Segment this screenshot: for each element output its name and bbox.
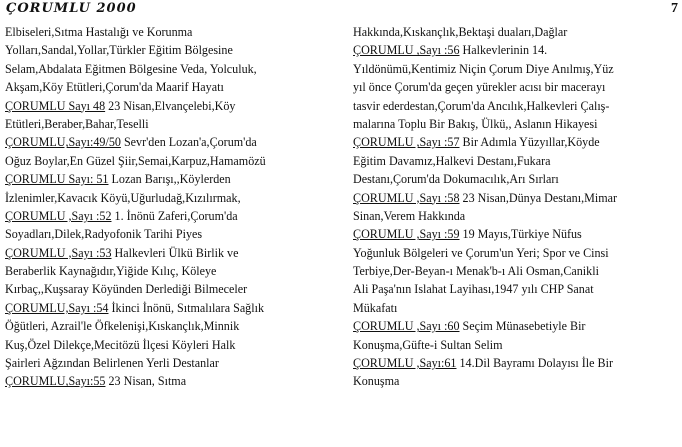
text-line: [5, 97, 339, 115]
line-text: yıl önce Çorum'da geçen yürekler acısı bir macerayı: [353, 80, 606, 95]
text-line: [353, 97, 679, 115]
line-text: Yolları,Sandal,Yollar,Türkler Eğitim Bölgesine: [5, 43, 233, 58]
text-line: [353, 354, 679, 372]
issue-reference: ÇORUMLU ,Sayı :59: [353, 227, 460, 242]
line-text: Kırbaç,,Kuşsaray Köyünden Derlediği Bilmeceler: [5, 282, 248, 297]
text-line: [5, 280, 339, 298]
line-text: Bir Adımla Yüzyıllar,Köyde: [459, 135, 600, 150]
text-line: [353, 225, 679, 243]
line-text: Halkevleri Ülkü Birlik ve: [111, 245, 239, 260]
line-text: Destanı,Çorum'da Dokumacılık,Arı Sırları: [353, 172, 559, 187]
text-line: [5, 41, 339, 59]
issue-reference: ÇORUMLU ,Sayı :53: [5, 245, 112, 260]
issue-reference: ÇORUMLU,Sayı :54: [5, 300, 109, 315]
right-column: [353, 23, 679, 391]
text-line: [5, 372, 339, 390]
text-line: [353, 317, 679, 335]
issue-reference: ÇORUMLU Sayı 48: [5, 98, 106, 113]
text-line: [353, 41, 679, 59]
line-text: Beraberlik Kaynağıdır,Yiğide Kılıç, Köleye: [5, 264, 217, 279]
issue-reference: ÇORUMLU ,Sayı :58: [353, 190, 460, 205]
line-text: Sinan,Verem Hakkında: [353, 208, 466, 223]
text-line: [5, 299, 339, 317]
line-text: Terbiye,Der-Beyan-ı Menak'b-ı Ali Osman,Canikli: [353, 264, 599, 279]
text-line: [5, 23, 339, 41]
line-text: Soyadları,Dilek,Radyofonik Tarihi Piyes: [5, 227, 203, 242]
text-line: [5, 170, 339, 188]
line-text: 23 Nisan,Dünya Destanı,Mimar: [459, 190, 618, 205]
line-text: Kuş,Özel Dilekçe,Mecitözü İlçesi Köyleri Halk: [5, 337, 236, 352]
issue-reference: ÇORUMLU,Sayı:49/50: [5, 135, 121, 150]
text-line: [353, 372, 679, 390]
issue-reference: ÇORUMLU ,Sayı :57: [353, 135, 460, 150]
line-text: 1. İnönü Zaferi,Çorum'da: [111, 208, 238, 223]
page-title: ÇORUMLU 2000: [6, 1, 137, 16]
text-line: [353, 299, 679, 317]
line-text: 14.Dil Bayramı Dolayısı İle Bir: [456, 356, 614, 371]
text-line: [353, 133, 679, 151]
issue-reference: ÇORUMLU ,Sayı :52: [5, 208, 112, 223]
line-text: İkinci İnönü, Sıtmalılara Sağlık: [108, 300, 264, 315]
line-text: Ali Paşa'nın Islahat Layihası,1947 yılı CHP Sanat: [353, 282, 594, 297]
text-line: [353, 262, 679, 280]
line-text: Seçim Münasebetiyle Bir: [459, 319, 586, 334]
issue-reference: ÇORUMLU ,Sayı:61: [353, 356, 457, 371]
line-text: Konuşma: [353, 374, 400, 389]
text-line: [5, 133, 339, 151]
line-text: Halkevlerinin 14.: [459, 43, 548, 58]
line-text: Yoğunluk Bölgeleri ve Çorum'un Yeri; Spor ve Cinsi: [353, 245, 609, 260]
text-line: [5, 317, 339, 335]
line-text: Öğütleri, Azrail'le Öfkelenişi,Kıskançlık,Minnik: [5, 319, 240, 334]
text-line: [353, 115, 679, 133]
text-line: [5, 244, 339, 262]
text-line: [5, 336, 339, 354]
line-text: İzlenimler,Kavacık Köyü,Uğurludağ,Kızılırmak,: [5, 190, 241, 205]
line-text: Eğitim Davamız,Halkevi Destanı,Fukara: [353, 153, 551, 168]
text-line: [353, 60, 679, 78]
text-line: [353, 152, 679, 170]
text-line: [5, 60, 339, 78]
line-text: Konuşma,Güfte-i Sultan Selim: [353, 337, 503, 352]
text-line: [353, 23, 679, 41]
line-text: tasvir ederdestan,Çorum'da Ancılık,Halkevleri Çalış-: [353, 98, 610, 113]
text-line: [353, 280, 679, 298]
line-text: Akşam,Köy Etütleri,Çorum'da Maarif Hayatı: [5, 80, 224, 95]
issue-reference: ÇORUMLU ,Sayı :56: [353, 43, 460, 58]
issue-reference: ÇORUMLU ,Sayı :60: [353, 319, 460, 334]
text-line: [5, 207, 339, 225]
line-text: 23 Nisan, Sıtma: [105, 374, 187, 389]
left-column: [5, 23, 339, 391]
line-text: Etütleri,Beraber,Bahar,Teselli: [5, 116, 149, 131]
text-line: [353, 336, 679, 354]
line-text: Oğuz Boylar,En Güzel Şiir,Semai,Karpuz,Hamamözü: [5, 153, 266, 168]
line-text: Elbiseleri,Sıtma Hastalığı ve Korunma: [5, 25, 193, 39]
line-text: Şairleri Ağzından Belirlenen Yerli Destanlar: [5, 356, 219, 371]
issue-reference: ÇORUMLU Sayı: 51: [5, 172, 109, 187]
text-line: [353, 244, 679, 262]
line-text: malarına Toplu Bir Bakış, Ülkü,, Aslanın Hikayesi: [353, 116, 598, 131]
text-line: [5, 152, 339, 170]
line-text: Lozan Barışı,,Köylerden: [108, 172, 231, 187]
line-text: Sevr'den Lozan'a,Çorum'da: [120, 135, 257, 150]
line-text: Yıldönümü,Kentimiz Niçin Çorum Diye Anılmış,Yüz: [353, 61, 614, 76]
issue-reference: ÇORUMLU,Sayı:55: [5, 374, 106, 389]
text-line: [353, 78, 679, 96]
text-line: [5, 189, 339, 207]
page-header: [4, 0, 678, 20]
line-text: Hakkında,Kıskançlık,Bektaşi duaları,Dağlar: [353, 25, 568, 39]
line-text: Selam,Abdalata Eğitmen Bölgesine Veda, Yolculuk,: [5, 61, 257, 76]
text-line: [5, 115, 339, 133]
line-text: 19 Mayıs,Türkiye Nüfus: [459, 227, 582, 242]
text-line: [353, 170, 679, 188]
text-line: [353, 207, 679, 225]
text-line: [5, 354, 339, 372]
text-line: [5, 78, 339, 96]
text-line: [5, 225, 339, 243]
text-line: [353, 189, 679, 207]
line-text: 23 Nisan,Elvançelebi,Köy: [105, 98, 236, 113]
line-text: Mükafatı: [353, 300, 398, 315]
text-line: [5, 262, 339, 280]
page-number: 7: [671, 1, 678, 16]
